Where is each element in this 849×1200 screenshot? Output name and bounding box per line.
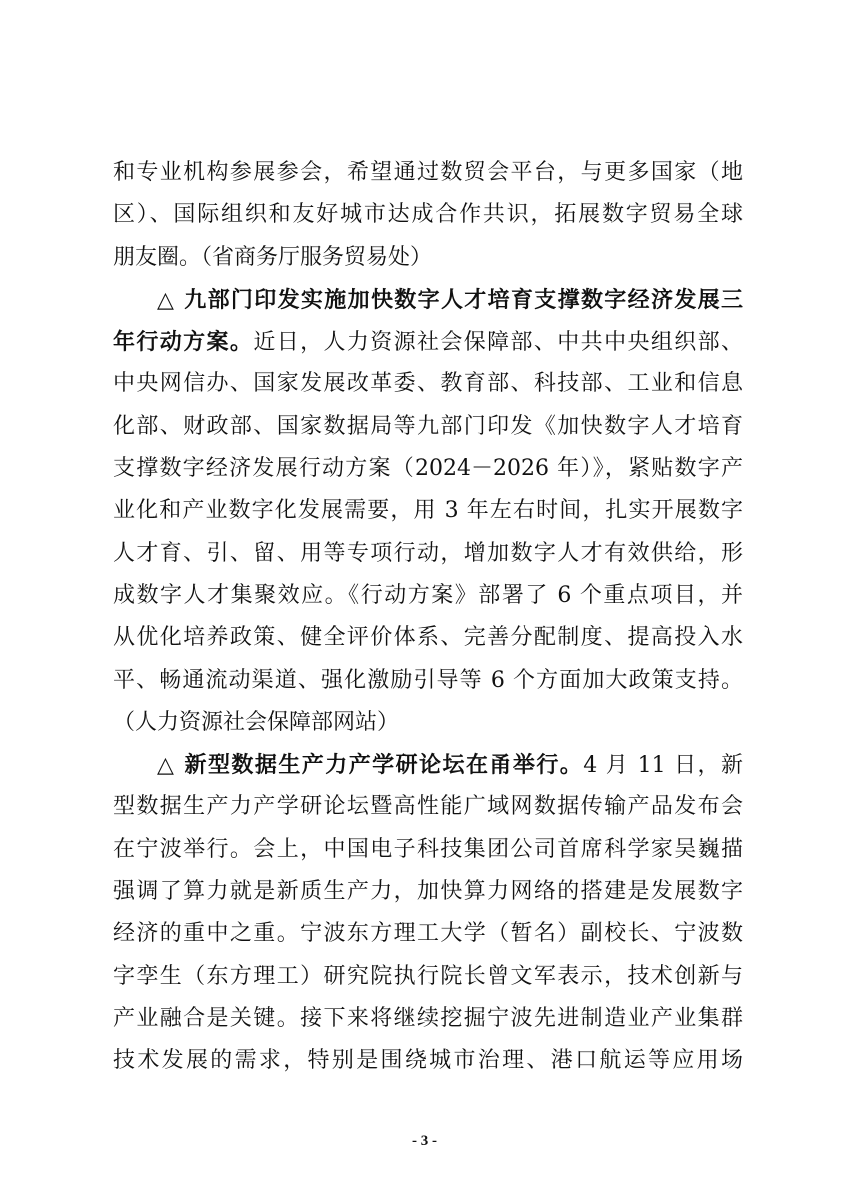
text-line: 成数字人才集聚效应。《行动方案》部署了 6 个重点项目，并	[113, 582, 743, 608]
paragraph-3	[113, 744, 743, 1082]
text-line: 平、畅通流动渠道、强化激励引导等 6 个方面加大政策支持。	[113, 667, 743, 693]
text-line: 化部、财政部、国家数据局等九部门印发《加快数字人才培育	[113, 413, 743, 439]
text-line: 产业融合是关键。接下来将继续挖掘宁波先进制造业产业集群	[113, 1005, 743, 1031]
text-line: 在宁波举行。会上，中国电子科技集团公司首席科学家吴巍描	[113, 836, 743, 862]
text-line: 经济的重中之重。宁波东方理工大学（暂名）副校长、宁波数	[113, 921, 743, 947]
text-line	[113, 321, 743, 363]
headline-tail: 年行动方案。	[113, 329, 254, 356]
headline-line	[113, 744, 743, 786]
text-line: 区）、国际组织和友好城市达成合作共识，拓展数字贸易全球	[113, 202, 743, 228]
headline-text: △ 新型数据生产力产学研论坛在甬举行。	[157, 752, 584, 779]
text-line: 强调了算力就是新质生产力，加快算力网络的搭建是发展数字	[113, 879, 743, 905]
page-number: - 3 -	[412, 1133, 437, 1149]
text-line: 和专业机构参展参会，希望通过数贸会平台，与更多国家（地	[113, 160, 743, 185]
text-line: （人力资源社会保障部网站）	[113, 709, 400, 735]
paragraph-1	[113, 152, 743, 279]
text-line: 人才育、引、留、用等专项行动，增加数字人才有效供给，形	[113, 540, 743, 566]
text-line: 技术发展的需求，特别是围绕城市治理、港口航运等应用场	[113, 1048, 743, 1074]
text-segment: 近日，人力资源社会保障部、中共中央组织部、	[253, 330, 743, 356]
text-segment: 4 月 11 日，新	[583, 753, 743, 779]
text-line: 支撑数字经济发展行动方案（2024－2026 年）》，紧贴数字产	[113, 456, 743, 482]
text-line: 从优化培养政策、健全评价体系、完善分配制度、提高投入水	[113, 625, 743, 651]
text-line: 朋友圈。（省商务厅服务贸易处）	[113, 244, 433, 270]
paragraph-2	[113, 279, 743, 744]
text-line: 中央网信办、国家发展改革委、教育部、科技部、工业和信息	[113, 371, 743, 397]
headline-line: △ 九部门印发实施加快数字人才培育支撑数字经济发展三	[157, 286, 743, 313]
document-body	[113, 152, 743, 1083]
text-line: 型数据生产力产学研论坛暨高性能广域网数据传输产品发布会	[113, 794, 743, 820]
text-line: 业化和产业数字化发展需要，用 3 年左右时间，扎实开展数字	[113, 498, 743, 524]
text-line: 字孪生（东方理工）研究院执行院长曾文军表示，技术创新与	[113, 963, 743, 989]
